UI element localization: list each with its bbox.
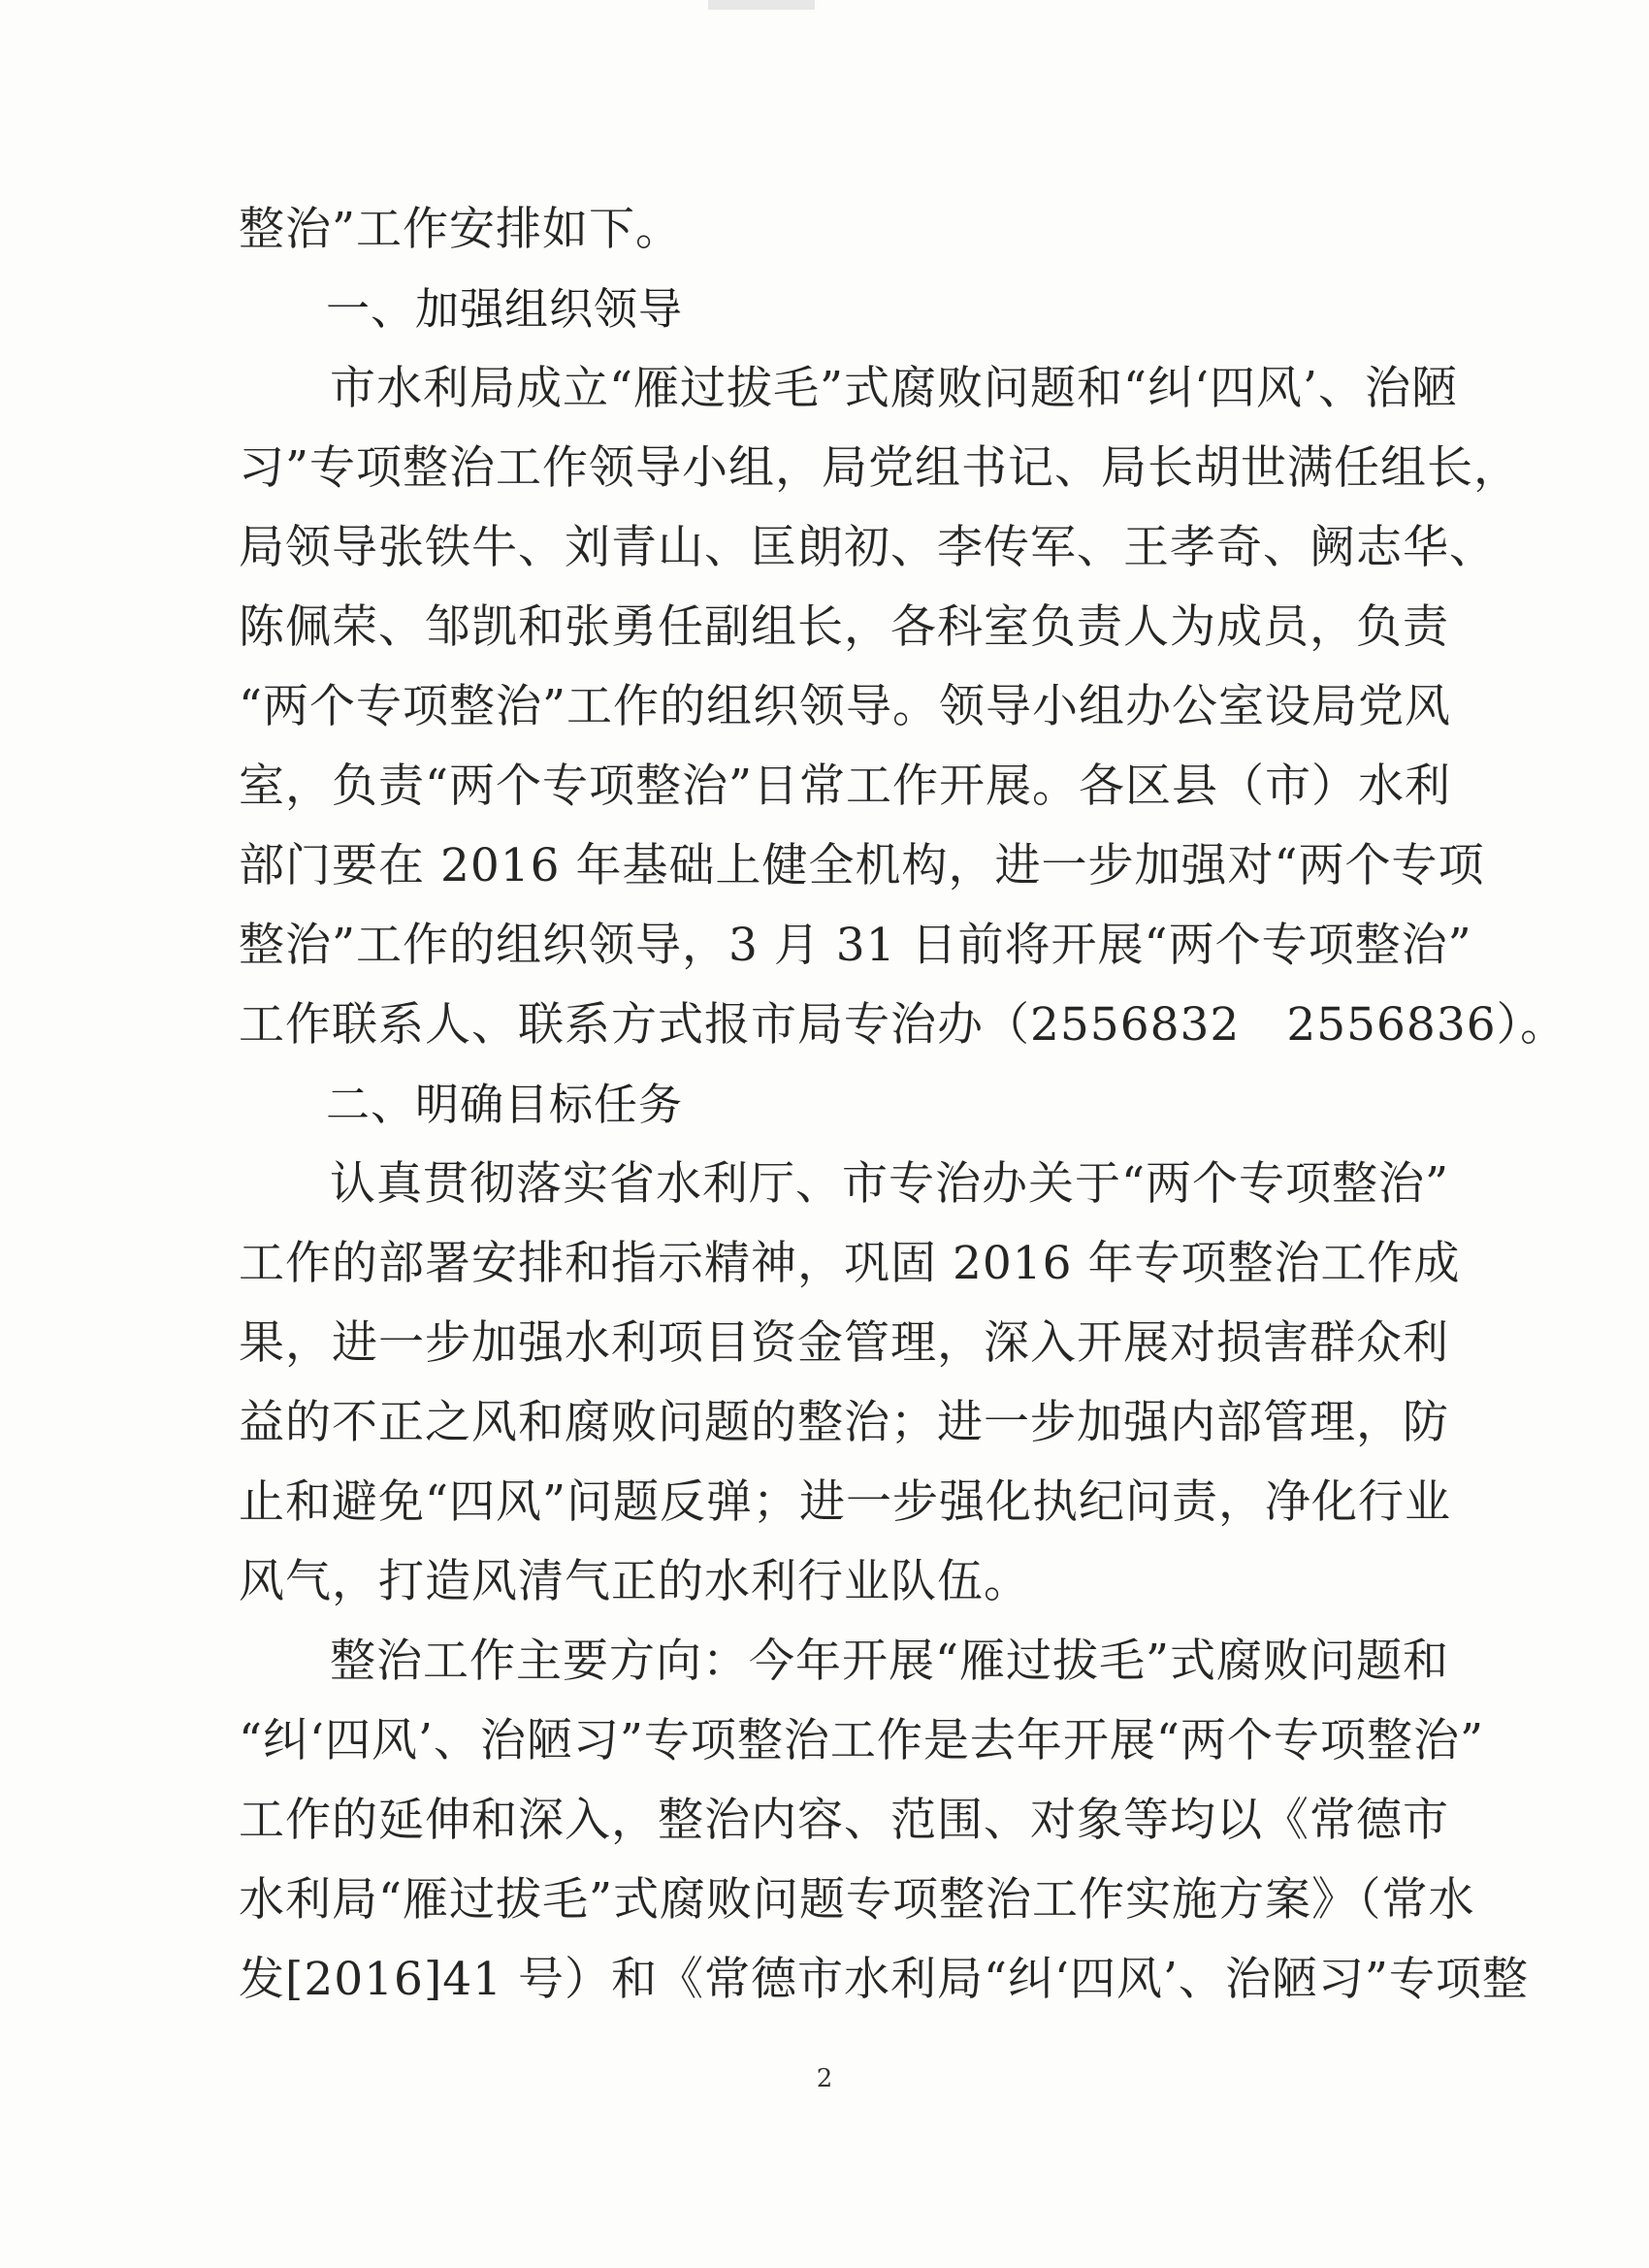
scan-artifact bbox=[708, 0, 815, 10]
text-line: 认真贯彻落实省水利厅、市专治办关于“两个专项整治” bbox=[330, 1157, 1450, 1211]
text-line: 工作联系人、联系方式报市局专治办（2556832 2556836）。 bbox=[239, 998, 1568, 1052]
text-line: 整治”工作的组织领导，3 月 31 日前将开展“两个专项整治” bbox=[239, 919, 1472, 972]
text-line: 习”专项整治工作领导小组，局党组书记、局长胡世满任组长， bbox=[239, 441, 1521, 495]
page-number: 2 bbox=[816, 2064, 833, 2093]
text-line: 工作的延伸和深入，整治内容、范围、对象等均以《常德市 bbox=[239, 1794, 1449, 1847]
text-line: 市水利局成立“雁过拔毛”式腐败问题和“纠‘四风’、治陋 bbox=[330, 362, 1458, 415]
text-line: 发[2016]41 号）和《常德市水利局“纠‘四风’、治陋习”专项整 bbox=[239, 1953, 1529, 2006]
section-heading-organization: 一、加强组织领导 bbox=[326, 283, 684, 335]
text-line: 部门要在 2016 年基础上健全机构，进一步加强对“两个专项 bbox=[239, 839, 1485, 892]
section-heading-targets: 二、明确目标任务 bbox=[326, 1079, 684, 1130]
text-line: 整治工作主要方向：今年开展“雁过拔毛”式腐败问题和 bbox=[330, 1635, 1450, 1688]
text-line: 止和避免“四风”问题反弹；进一步强化执纪问责，净化行业 bbox=[239, 1475, 1452, 1529]
text-line: 风气，打造风清气正的水利行业队伍。 bbox=[239, 1555, 1030, 1608]
text-line: 局领导张铁牛、刘青山、匡朗初、李传军、王孝奇、阙志华、 bbox=[239, 521, 1496, 574]
text-line: 益的不正之风和腐败问题的整治；进一步加强内部管理，防 bbox=[239, 1396, 1449, 1449]
text-line: 果，进一步加强水利项目资金管理，深入开展对损害群众利 bbox=[239, 1316, 1449, 1370]
text-line: “两个专项整治”工作的组织领导。领导小组办公室设局党风 bbox=[239, 680, 1452, 733]
text-line: 工作的部署安排和指示精神，巩固 2016 年专项整治工作成 bbox=[239, 1237, 1461, 1290]
text-line: 整治”工作安排如下。 bbox=[239, 203, 683, 256]
text-line: 陈佩荣、邹凯和张勇任副组长，各科室负责人为成员，负责 bbox=[239, 600, 1449, 654]
text-line: 室，负责“两个专项整治”日常工作开展。各区县（市）水利 bbox=[239, 760, 1452, 813]
text-line: “纠‘四风’、治陋习”专项整治工作是去年开展“两个专项整治” bbox=[239, 1714, 1484, 1767]
text-line: 水利局“雁过拔毛”式腐败问题专项整治工作实施方案》（常水 bbox=[239, 1873, 1475, 1927]
